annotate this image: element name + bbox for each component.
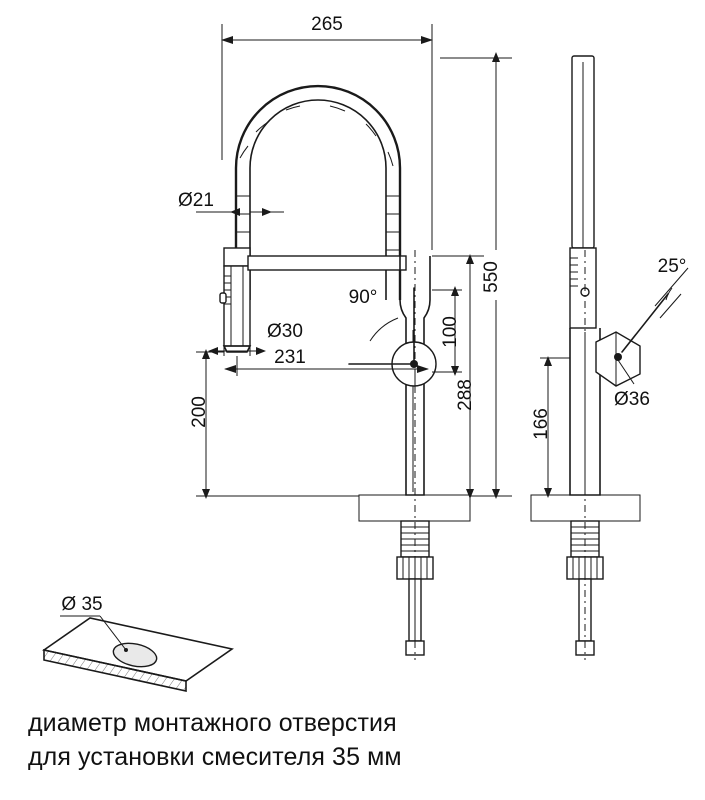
dim-d35: Ø 35 <box>61 594 103 615</box>
caption-text <box>28 706 668 774</box>
countertop-hole-detail <box>44 594 232 691</box>
dim-d36: Ø36 <box>614 389 650 410</box>
dim-d21: Ø21 <box>178 190 214 211</box>
dim-166: 166 <box>531 408 552 440</box>
dim-25deg: 25° <box>657 256 687 277</box>
dim-200: 200 <box>189 396 210 428</box>
dim-550: 550 <box>481 261 502 293</box>
caption-line-2: для установки смесителя 35 мм <box>28 743 402 771</box>
dim-231: 231 <box>274 347 306 368</box>
dim-288: 288 <box>455 379 476 411</box>
dim-d30: Ø30 <box>267 321 303 342</box>
dim-90deg: 90° <box>348 287 378 308</box>
caption-line-1: диаметр монтажного отверстия <box>28 709 397 737</box>
dim-265: 265 <box>311 14 343 35</box>
dim-100: 100 <box>440 316 461 348</box>
